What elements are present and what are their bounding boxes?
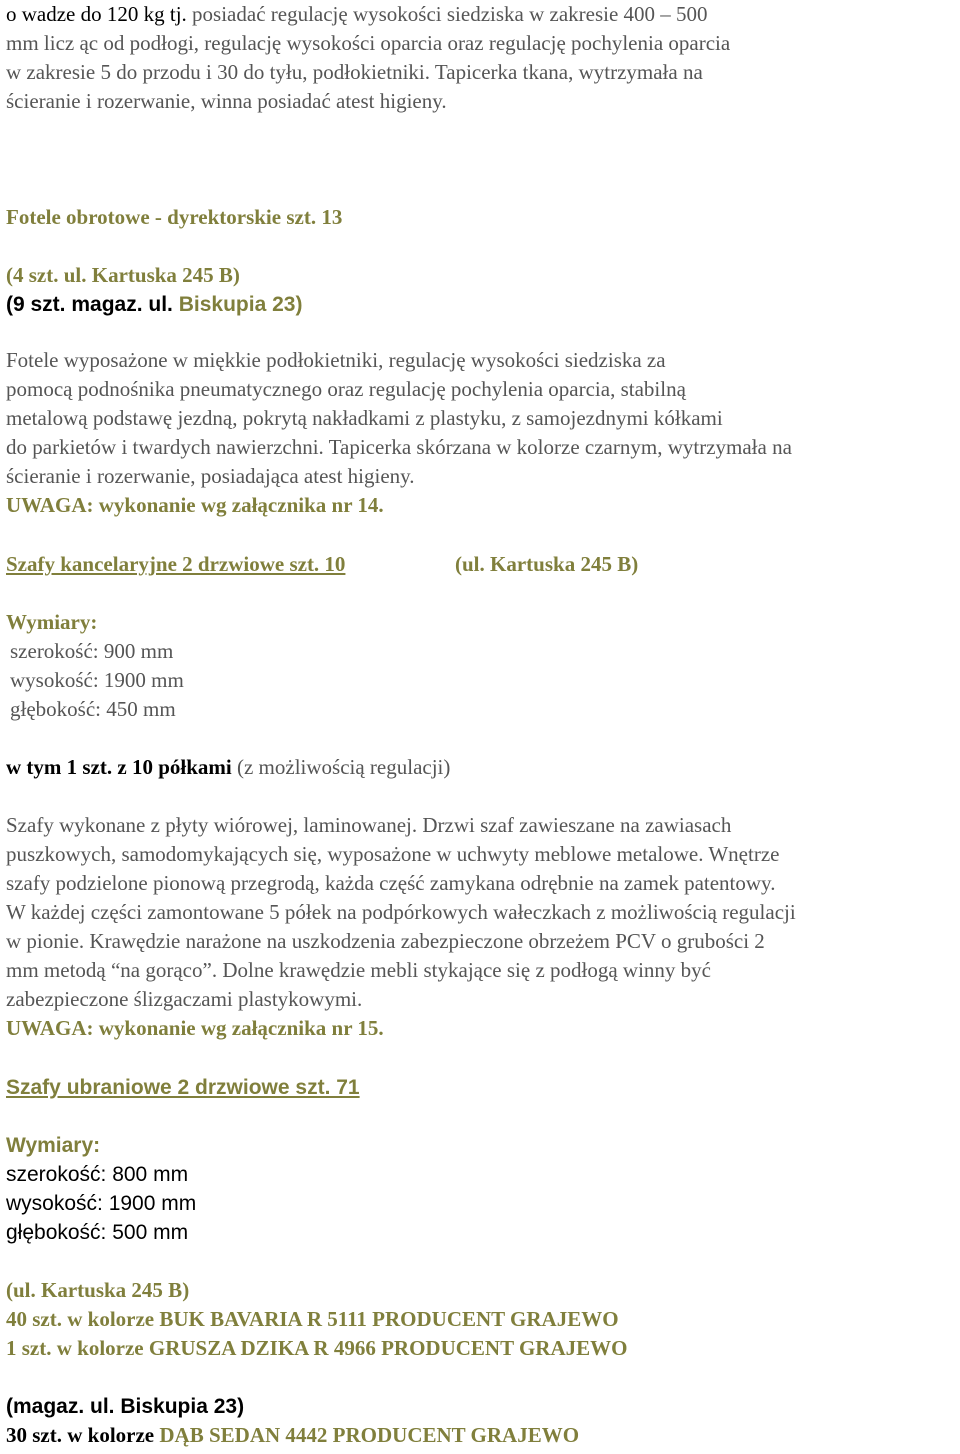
szafy-kancelaryjne-shelves-b: (z możliwością regulacji) xyxy=(231,755,451,779)
szafy-kancelaryjne-desc-2: puszkowych, samodomykających się, wyposażone w uchwyty meblowe metalowe. Wnętrze xyxy=(6,842,780,866)
fotele-location-1 xyxy=(6,261,240,290)
szafy-ubraniowe-location-1: (ul. Kartuska 245 B) xyxy=(6,1278,190,1302)
fotele-location-1-a: (4 szt. ul. xyxy=(6,263,92,287)
szafy-kancelaryjne-desc-5: w pionie. Krawędzie narażone na uszkodzenia zabezpieczone obrzeżem PCV o grubości 2 xyxy=(6,929,765,953)
fotele-location-1-b: Kartuska 245 B) xyxy=(91,263,240,287)
fotele-location-2-b: Biskupia 23) xyxy=(178,293,303,316)
szafy-kancelaryjne-height: wysokość: 1900 mm xyxy=(10,668,184,692)
intro-line-1-a: o wadze do 120 kg tj. xyxy=(6,2,193,26)
szafy-ubraniowe-width: szerokość: 800 mm xyxy=(6,1163,189,1186)
szafy-kancelaryjne-shelves xyxy=(6,753,450,782)
szafy-ubraniowe-location-2: (magaz. ul. Biskupia 23) xyxy=(6,1395,245,1418)
szafy-ubraniowe-height: wysokość: 1900 mm xyxy=(6,1192,197,1215)
fotele-desc-2: pomocą podnośnika pneumatycznego oraz regulację pochylenia oparcia, stabilną xyxy=(6,377,686,401)
intro-line-3 xyxy=(6,58,703,87)
szafy-ubraniowe-heading: Szafy ubraniowe 2 drzwiowe szt. 71 xyxy=(6,1076,360,1099)
szafy-kancelaryjne-depth: głębokość: 450 mm xyxy=(10,697,176,721)
intro-line-2-a: mm licz ąc od podłogi, regulację wysokości oparcia oraz regulację pochylenia oparcia xyxy=(6,31,731,55)
szafy-kancelaryjne-note: UWAGA: wykonanie wg załącznika nr 15. xyxy=(6,1016,384,1040)
szafy-kancelaryjne-dims-label: Wymiary: xyxy=(6,610,98,634)
fotele-location-2-a: (9 szt. magaz. ul. xyxy=(6,293,179,316)
szafy-kancelaryjne-shelves-a: w tym 1 szt. z 10 półkami xyxy=(6,755,232,779)
fotele-desc-4: do parkietów i twardych nawierzchni. Tapicerka skórzana w kolorze czarnym, wytrzymała na xyxy=(6,435,792,459)
fotele-note: UWAGA: wykonanie wg załącznika nr 14. xyxy=(6,493,384,517)
szafy-ubraniowe-color-1: 40 szt. w kolorze BUK BAVARIA R 5111 PRODUCENT GRAJEWO xyxy=(6,1307,619,1331)
fotele-location-2 xyxy=(6,290,302,319)
intro-line-4-b: ścieranie i rozerwanie, winna posiadać atest higieny. xyxy=(6,89,447,113)
szafy-ubraniowe-color-3 xyxy=(6,1421,579,1450)
szafy-kancelaryjne-location-a: (ul. xyxy=(455,552,491,576)
fotele-desc-3: metalową podstawę jezdną, pokrytą nakładkami z plastyku, z samojezdnymi kółkami xyxy=(6,406,723,430)
intro-line-2 xyxy=(6,29,730,58)
szafy-kancelaryjne-heading: Szafy kancelaryjne 2 drzwiowe szt. 10 xyxy=(6,552,346,576)
szafy-kancelaryjne-location-b: Kartuska 245 B) xyxy=(490,552,639,576)
szafy-kancelaryjne-desc-7: zabezpieczone ślizgaczami plastykowymi. xyxy=(6,987,363,1011)
szafy-kancelaryjne-desc-4: W każdej części zamontowane 5 półek na podpórkowych wałeczkach z możliwością regulacji xyxy=(6,900,796,924)
intro-line-3-b: Tapicerka tkana, wytrzymała na xyxy=(434,60,703,84)
szafy-ubraniowe-dims-label: Wymiary: xyxy=(6,1134,101,1157)
szafy-ubraniowe-depth: głębokość: 500 mm xyxy=(6,1221,189,1244)
szafy-kancelaryjne-desc-3: szafy podzielone pionową przegrodą, każda część zamykana odrębnie na zamek patentowy. xyxy=(6,871,776,895)
fotele-heading: Fotele obrotowe - dyrektorskie szt. 13 xyxy=(6,205,343,229)
intro-line-1 xyxy=(6,0,708,29)
szafy-kancelaryjne-location xyxy=(455,550,638,579)
szafy-ubraniowe-color-2: 1 szt. w kolorze GRUSZA DZIKA R 4966 PRODUCENT GRAJEWO xyxy=(6,1336,628,1360)
intro-line-4 xyxy=(6,87,447,116)
szafy-kancelaryjne-width: szerokość: 900 mm xyxy=(10,639,174,663)
szafy-kancelaryjne-desc-1: Szafy wykonane z płyty wiórowej, laminowanej. Drzwi szaf zawieszane na zawiasach xyxy=(6,813,732,837)
szafy-ubraniowe-color-3-b: DĄB SEDAN 4442 PRODUCENT GRAJEWO xyxy=(159,1423,580,1447)
intro-line-3-a: w zakresie 5 do przodu i 30 do tyłu, podłokietniki. xyxy=(6,60,435,84)
szafy-kancelaryjne-desc-6: mm metodą “na gorąco”. Dolne krawędzie mebli stykające się z podłogą winny być xyxy=(6,958,711,982)
fotele-desc-5: ścieranie i rozerwanie, posiadająca atest higieny. xyxy=(6,464,415,488)
fotele-desc-1: Fotele wyposażone w miękkie podłokietniki, regulację wysokości siedziska za xyxy=(6,348,666,372)
intro-line-1-b: posiadać regulację wysokości siedziska w zakresie 400 – 500 xyxy=(192,2,708,26)
szafy-ubraniowe-color-3-a: 30 szt. w kolorze xyxy=(6,1423,160,1447)
